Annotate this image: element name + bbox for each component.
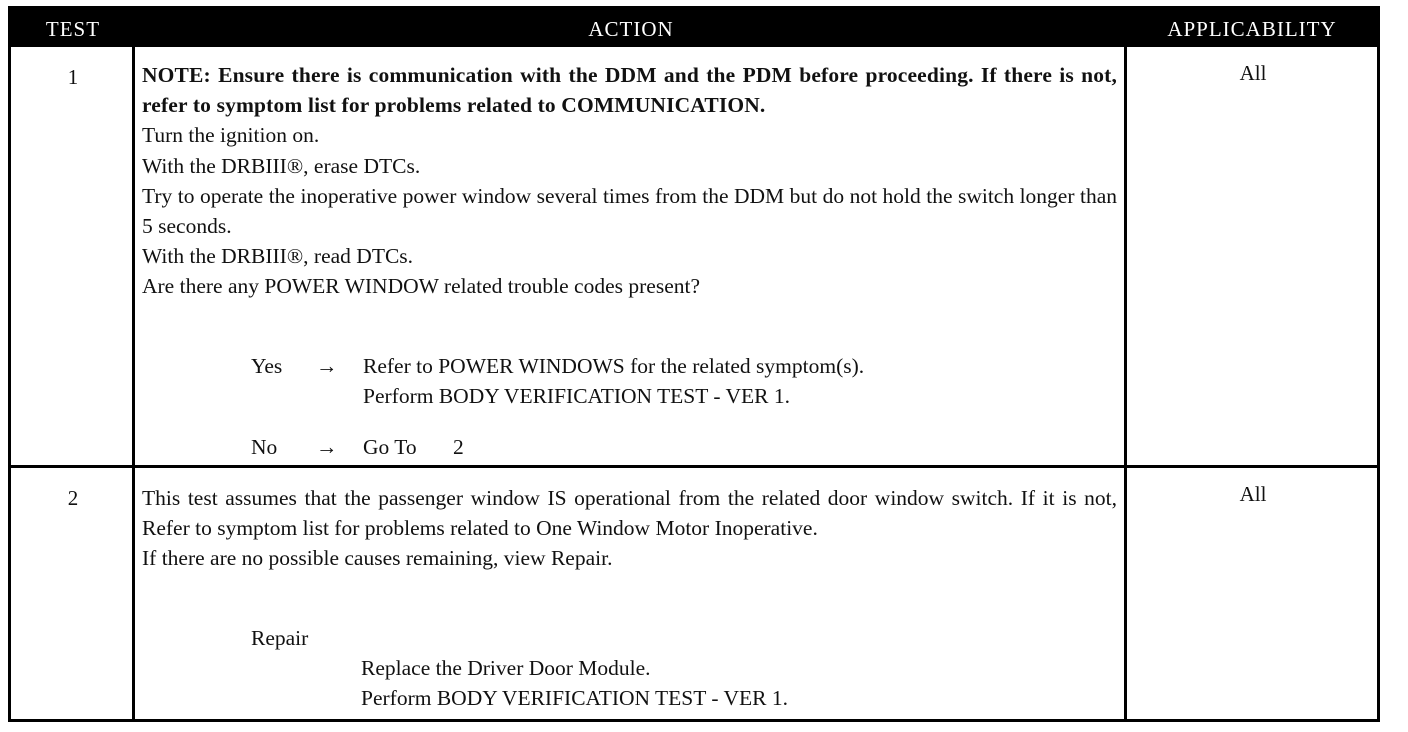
yes-action-text: Refer to POWER WINDOWS for the related symptom(s). (363, 354, 865, 378)
header-applicability: APPLICABILITY (1167, 17, 1337, 41)
row-divider (11, 465, 1377, 468)
column-divider (132, 47, 135, 719)
repair-text: Replace the Driver Door Module. (361, 656, 651, 680)
arrow-icon: → (316, 354, 338, 378)
goto-text: Go To (363, 435, 417, 459)
action-cell (142, 483, 1117, 574)
note-text: NOTE: Ensure there is communication with the DDM and the PDM before proceeding. If there is not, refer to symptom list for problems related to COMMUNICATION. (142, 63, 1117, 118)
header-action: ACTION (588, 17, 674, 41)
applicability-value: All (1239, 61, 1267, 85)
step-text: With the DRBIII®, erase DTCs. (142, 153, 421, 178)
test-number: 2 (67, 486, 79, 510)
column-divider (1124, 47, 1127, 719)
repair-label: Repair (251, 626, 309, 650)
table-header (11, 9, 1377, 47)
step-text: With the DRBIII®, read DTCs. (142, 244, 414, 269)
step-text: Try to operate the inoperative power window several times from the DDM but do not hold the switch longer than 5 seconds. (142, 183, 1117, 239)
action-cell (142, 60, 1117, 302)
header-test: TEST (45, 17, 101, 41)
goto-target-link[interactable]: 2 (453, 435, 464, 459)
applicability-value: All (1239, 482, 1267, 506)
no-label: No (251, 435, 278, 459)
diagnostic-test-table (8, 6, 1380, 722)
yes-action-text: Perform BODY VERIFICATION TEST - VER 1. (363, 384, 791, 408)
repair-text: Perform BODY VERIFICATION TEST - VER 1. (361, 686, 789, 710)
test-number: 1 (67, 65, 79, 89)
yes-label: Yes (251, 354, 283, 378)
step-text: This test assumes that the passenger window IS operational from the related door window switch. If it is not, Refer to symptom list for problems related to One Window Motor Inoperative. (142, 486, 1117, 541)
arrow-icon: → (316, 435, 338, 459)
question-text: Are there any POWER WINDOW related trouble codes present? (142, 274, 701, 299)
step-text: Turn the ignition on. (142, 123, 320, 148)
step-text: If there are no possible causes remaining, view Repair. (142, 546, 613, 571)
